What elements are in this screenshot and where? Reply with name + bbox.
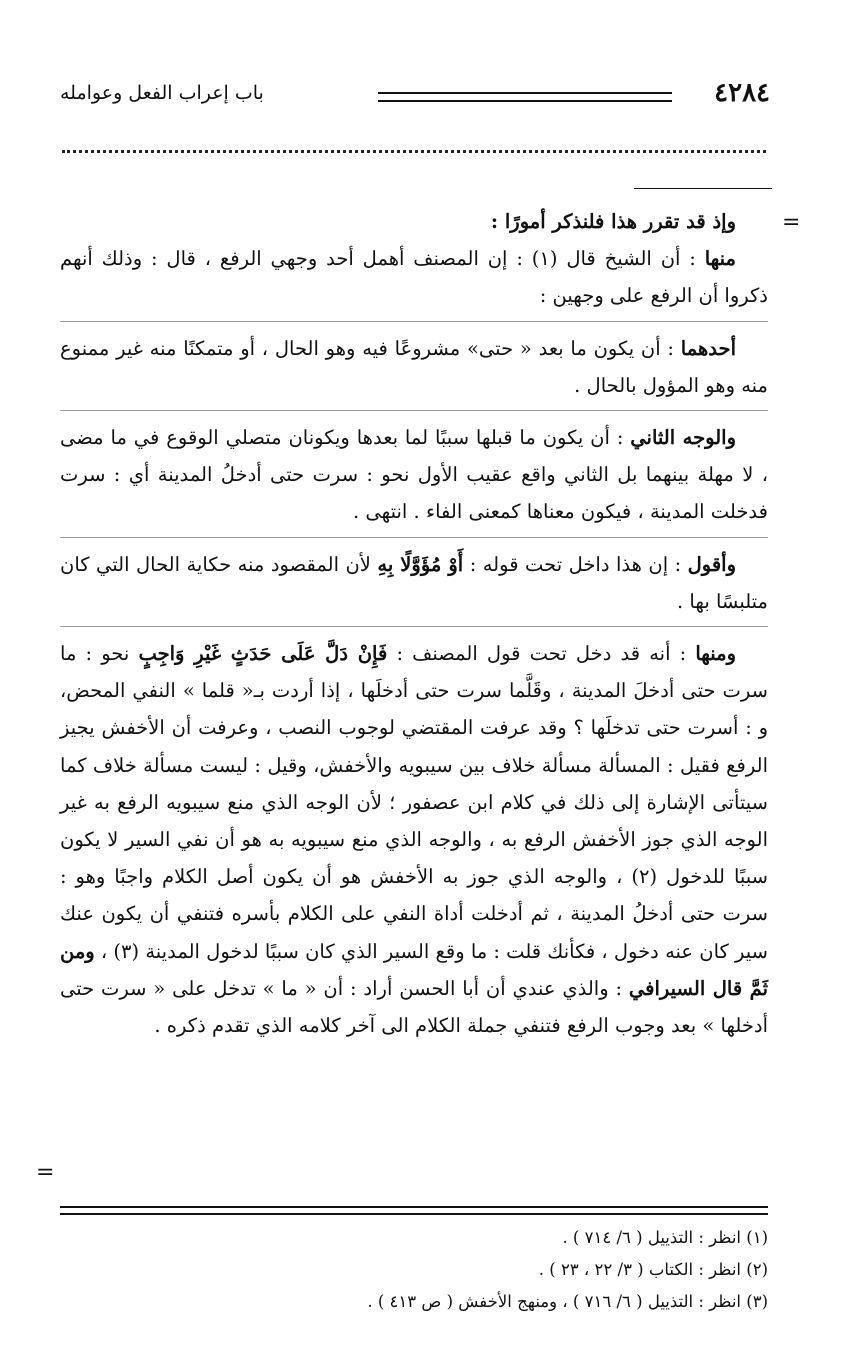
header-double-rule (378, 92, 672, 102)
paragraph-divider (60, 321, 768, 322)
continuation-mark-bottom: = (36, 1160, 55, 1185)
paragraph-2 (60, 330, 768, 404)
quoted-phrase: أَوْ مُؤَوَّلًا بِهِ (377, 552, 464, 576)
footnotes (60, 1222, 768, 1318)
continuation-mark-top: = (782, 210, 801, 235)
paragraph-text: : أن يكون ما قبلها سببًا لما بعدها ويكونان متصلي الوقوع في ما مضى ، لا مهلة بينهما بل الثاني واقع عقيب الأول نحو : سرت حتى أدخلُ المدينة أي : سرت فدخلت المدينة ، فيكون معناها كمعنى الفاء . انتهى . (60, 426, 768, 524)
page-header (60, 78, 770, 114)
footnote-2: (٢) انظر : الكتاب ( ٣/ ٢٢ ، ٢٣ ) . (538, 1260, 768, 1279)
paragraph-3 (60, 419, 768, 531)
footnote-double-rule (60, 1206, 768, 1215)
chapter-title: باب إعراب الفعل وعوامله (60, 82, 264, 104)
paragraph-text: : أن يكون ما بعد « حتى» مشروعًا فيه وهو الحال ، أو متمكنًا منه غير ممنوع منه وهو المؤول بالحال . (60, 336, 768, 397)
bold-phrase: ومن ثَمَّ قال السيرافي (60, 939, 768, 1000)
paragraph-divider (60, 410, 768, 411)
short-rule (634, 188, 772, 189)
paragraph-text: : والذي عندي أن أبا الحسن أراد : أن « ما » تدخل على « سرت حتى أدخلها » بعد وجوب الرفع فتنفي جملة الكلام الى آخر كلامه الذي تقدم ذكره . (60, 976, 768, 1038)
paragraph-text: : أنه قد دخل تحت قول المصنف : (396, 642, 687, 666)
paragraph-1 (60, 240, 768, 314)
paragraph-lead: ومنها (695, 642, 737, 666)
footnote-3: (٣) انظر : التذييل ( ٦/ ٧١٦ ) ، ومنهج الأخفش ( ص ٤١٣ ) . (367, 1292, 768, 1311)
paragraph-5 (60, 635, 768, 1044)
paragraph-lead: وأقول (687, 552, 737, 576)
body-text (60, 203, 768, 1044)
page-number: ٤٢٨٤ (714, 78, 770, 108)
footnote-1: (١) انظر : التذييل ( ٦/ ٧١٤ ) . (562, 1228, 768, 1247)
paragraph-lead: منها (704, 247, 736, 271)
paragraph-text: : إن هذا داخل تحت قوله : (469, 552, 682, 576)
paragraph-4 (60, 546, 768, 620)
paragraph-lead: والوجه الثاني (630, 426, 737, 450)
section-heading: وإذ قد تقرر هذا فلنذكر أمورًا : (490, 210, 736, 233)
paragraph-divider (60, 537, 768, 538)
paragraph-text: : أن الشيخ قال (١) : إن المصنف أهمل أحد وجهي الرفع ، قال : وذلك أنهم ذكروا أن الرفع على وجهين : (60, 247, 768, 308)
quoted-phrase: فَإِنْ دَلَّ عَلَى حَدَثٍ غَيْرِ وَاجِبٍ (138, 642, 388, 666)
paragraph-divider (60, 626, 768, 627)
dotted-separator (62, 150, 766, 155)
paragraph-text: لأن المقصود منه حكاية الحال التي كان متلبسًا بها . (60, 552, 768, 613)
paragraph-lead: أحدهما (680, 336, 736, 360)
paragraph-text: نحو : ما سرت حتى أدخلَ المدينة ، وقَلَّما سرت حتى أدخلَها ، إذا أردت بـ« قلما » النفي المحض، و : أسرت حتى تدخلَها ؟ وقد عرفت المقتضي لوجوب النصب ، وعرفت أن الأخفش يجيز الرفع فقيل : المسألة مسألة خلاف بين سيبويه والأخفش، وقيل : ليست مسألة خلاف كما سيتأتى الإشارة إلى ذلك في كلام ابن عصفور ؛ لأن الوجه الذي منع سيبويه الرفع به غير الوجه الذي جوز الأخفش الرفع به ، والوجه الذي منع سيبويه به هو أن نفي السير لا يكون سببًا للدخول (٢) ، والوجه الذي جوز به الأخفش هو أن يكون أصل الكلام واجبًا وهو : سرت حتى أدخلُ المدينة ، ثم أدخلت أداة النفي على الكلام بأسره فتنفي أن يكون عنك سير كان عنه دخول ، فكأنك قلت : ما وقع السير الذي كان سببًا لدخول المدينة (٣) ، (60, 642, 769, 963)
